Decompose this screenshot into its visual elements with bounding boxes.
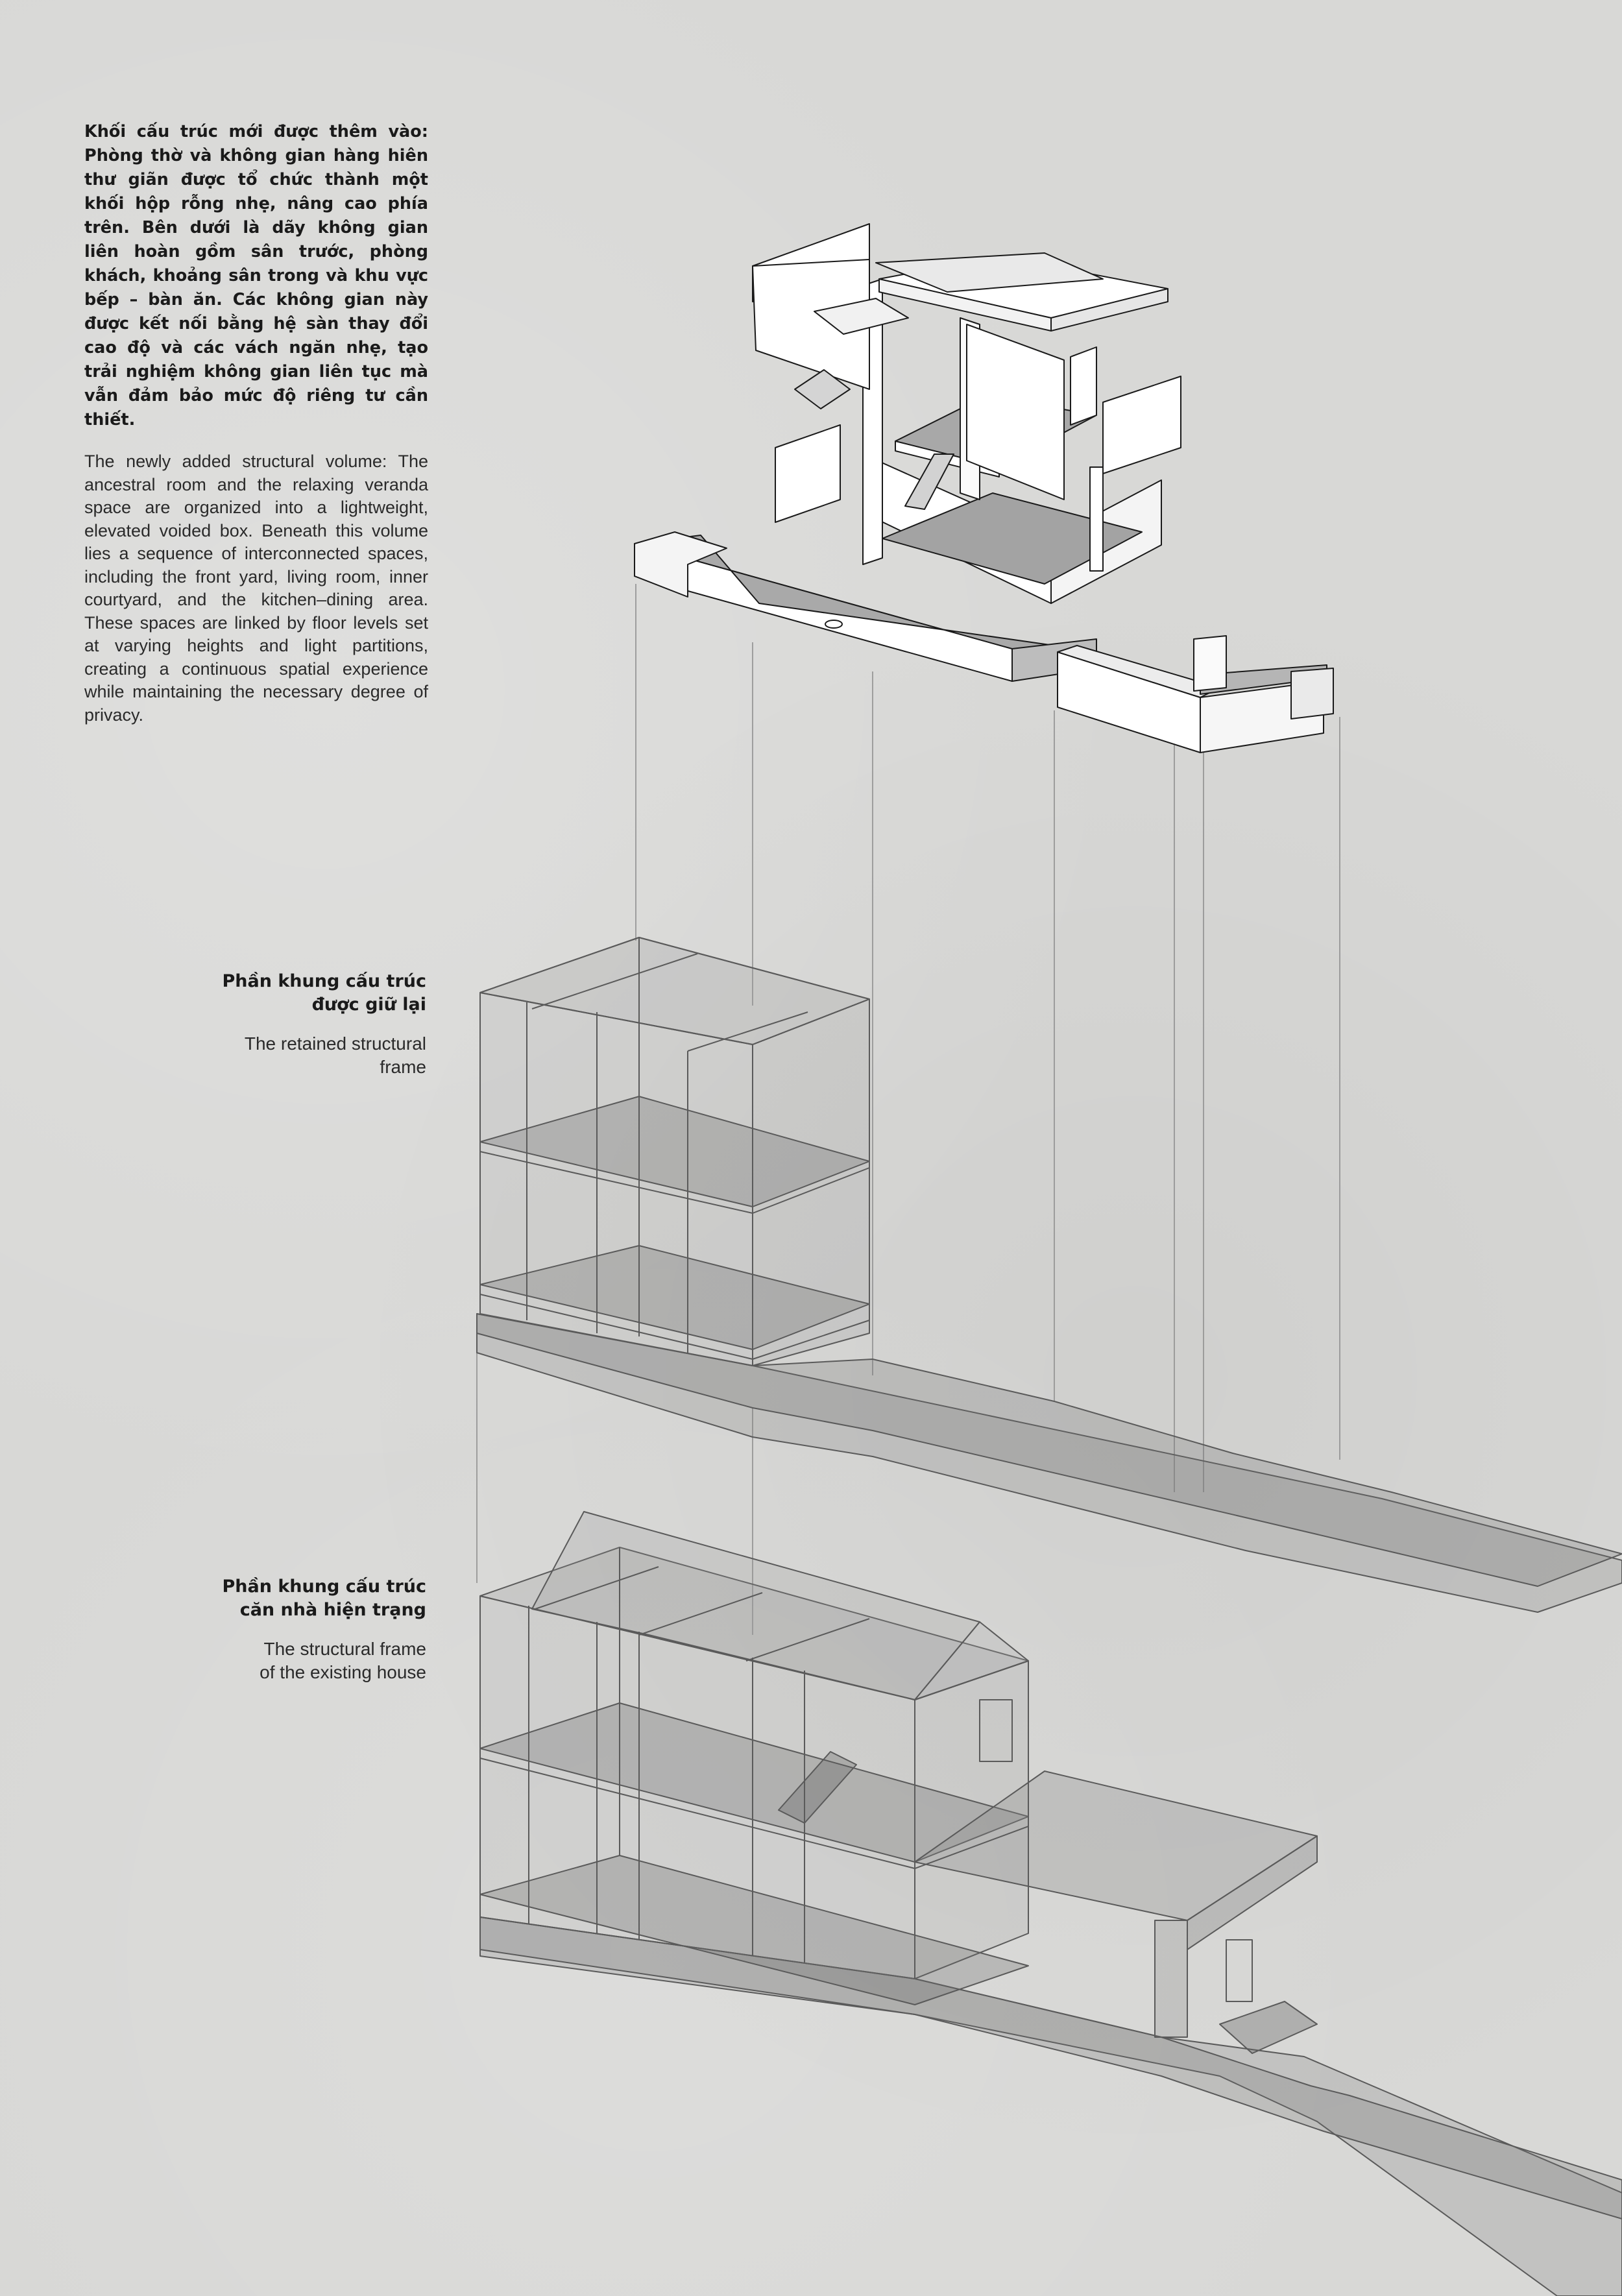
floating-panel-right: [1103, 376, 1181, 474]
caption-retained-frame: [89, 970, 426, 1079]
rear-annex-wall: [1155, 1920, 1187, 2037]
caption-existing-frame: [89, 1575, 426, 1684]
intro-text-block: [84, 120, 428, 727]
right-end-wall: [1194, 636, 1226, 691]
partition-wall: [967, 324, 1064, 500]
intro-vietnamese: Khối cấu trúc mới được thêm vào: Phòng thờ và không gian hàng hiên thư giãn được tổ chức thành một khối hộp rỗng nhẹ, nâng cao phía trên. Bên dưới là dãy không gian liên hoàn gồm sân trước, phòng khách, khoảng sân trong và khu vực bếp – bàn ăn. Các không gian này được kết nối bằng hệ sàn thay đổi cao độ và các vách ngăn nhẹ, tạo trải nghiệm không gian liên tục mà vẫn đảm bảo mức độ riêng tư cần thiết.: [84, 122, 428, 429]
caption-existing-frame-en: The structural frame of the existing house: [260, 1639, 426, 1682]
caption-retained-frame-en: The retained structural frame: [244, 1033, 426, 1077]
intro-english: The newly added structural volume: The ancestral room and the relaxing veranda space are organized into a lightweight, elevated voided box. Beneath this volume lies a sequence of interconnected spaces, including the front yard, living room, inner courtyard, and the kitchen–dining area. These spaces are linked by floor levels set at varying heights and light partitions, creating a continuous spatial experience while maintaining the necessary degree of privacy.: [84, 452, 428, 725]
caption-existing-frame-vi: Phần khung cấu trúc căn nhà hiện trạng: [222, 1577, 426, 1620]
caption-retained-frame-vi: Phần khung cấu trúc được giữ lại: [222, 971, 426, 1015]
floating-panel-left: [775, 425, 840, 522]
right-column: [1090, 467, 1103, 571]
existing-house-frame: [480, 1512, 1622, 2296]
new-structural-volume: [635, 224, 1333, 753]
annex-door: [1226, 1940, 1252, 2001]
glass-end: [1291, 668, 1333, 719]
retained-structural-frame: [477, 937, 1622, 1612]
exterior-steps: [1220, 2001, 1317, 2053]
floating-panel-mid: [1071, 347, 1096, 425]
